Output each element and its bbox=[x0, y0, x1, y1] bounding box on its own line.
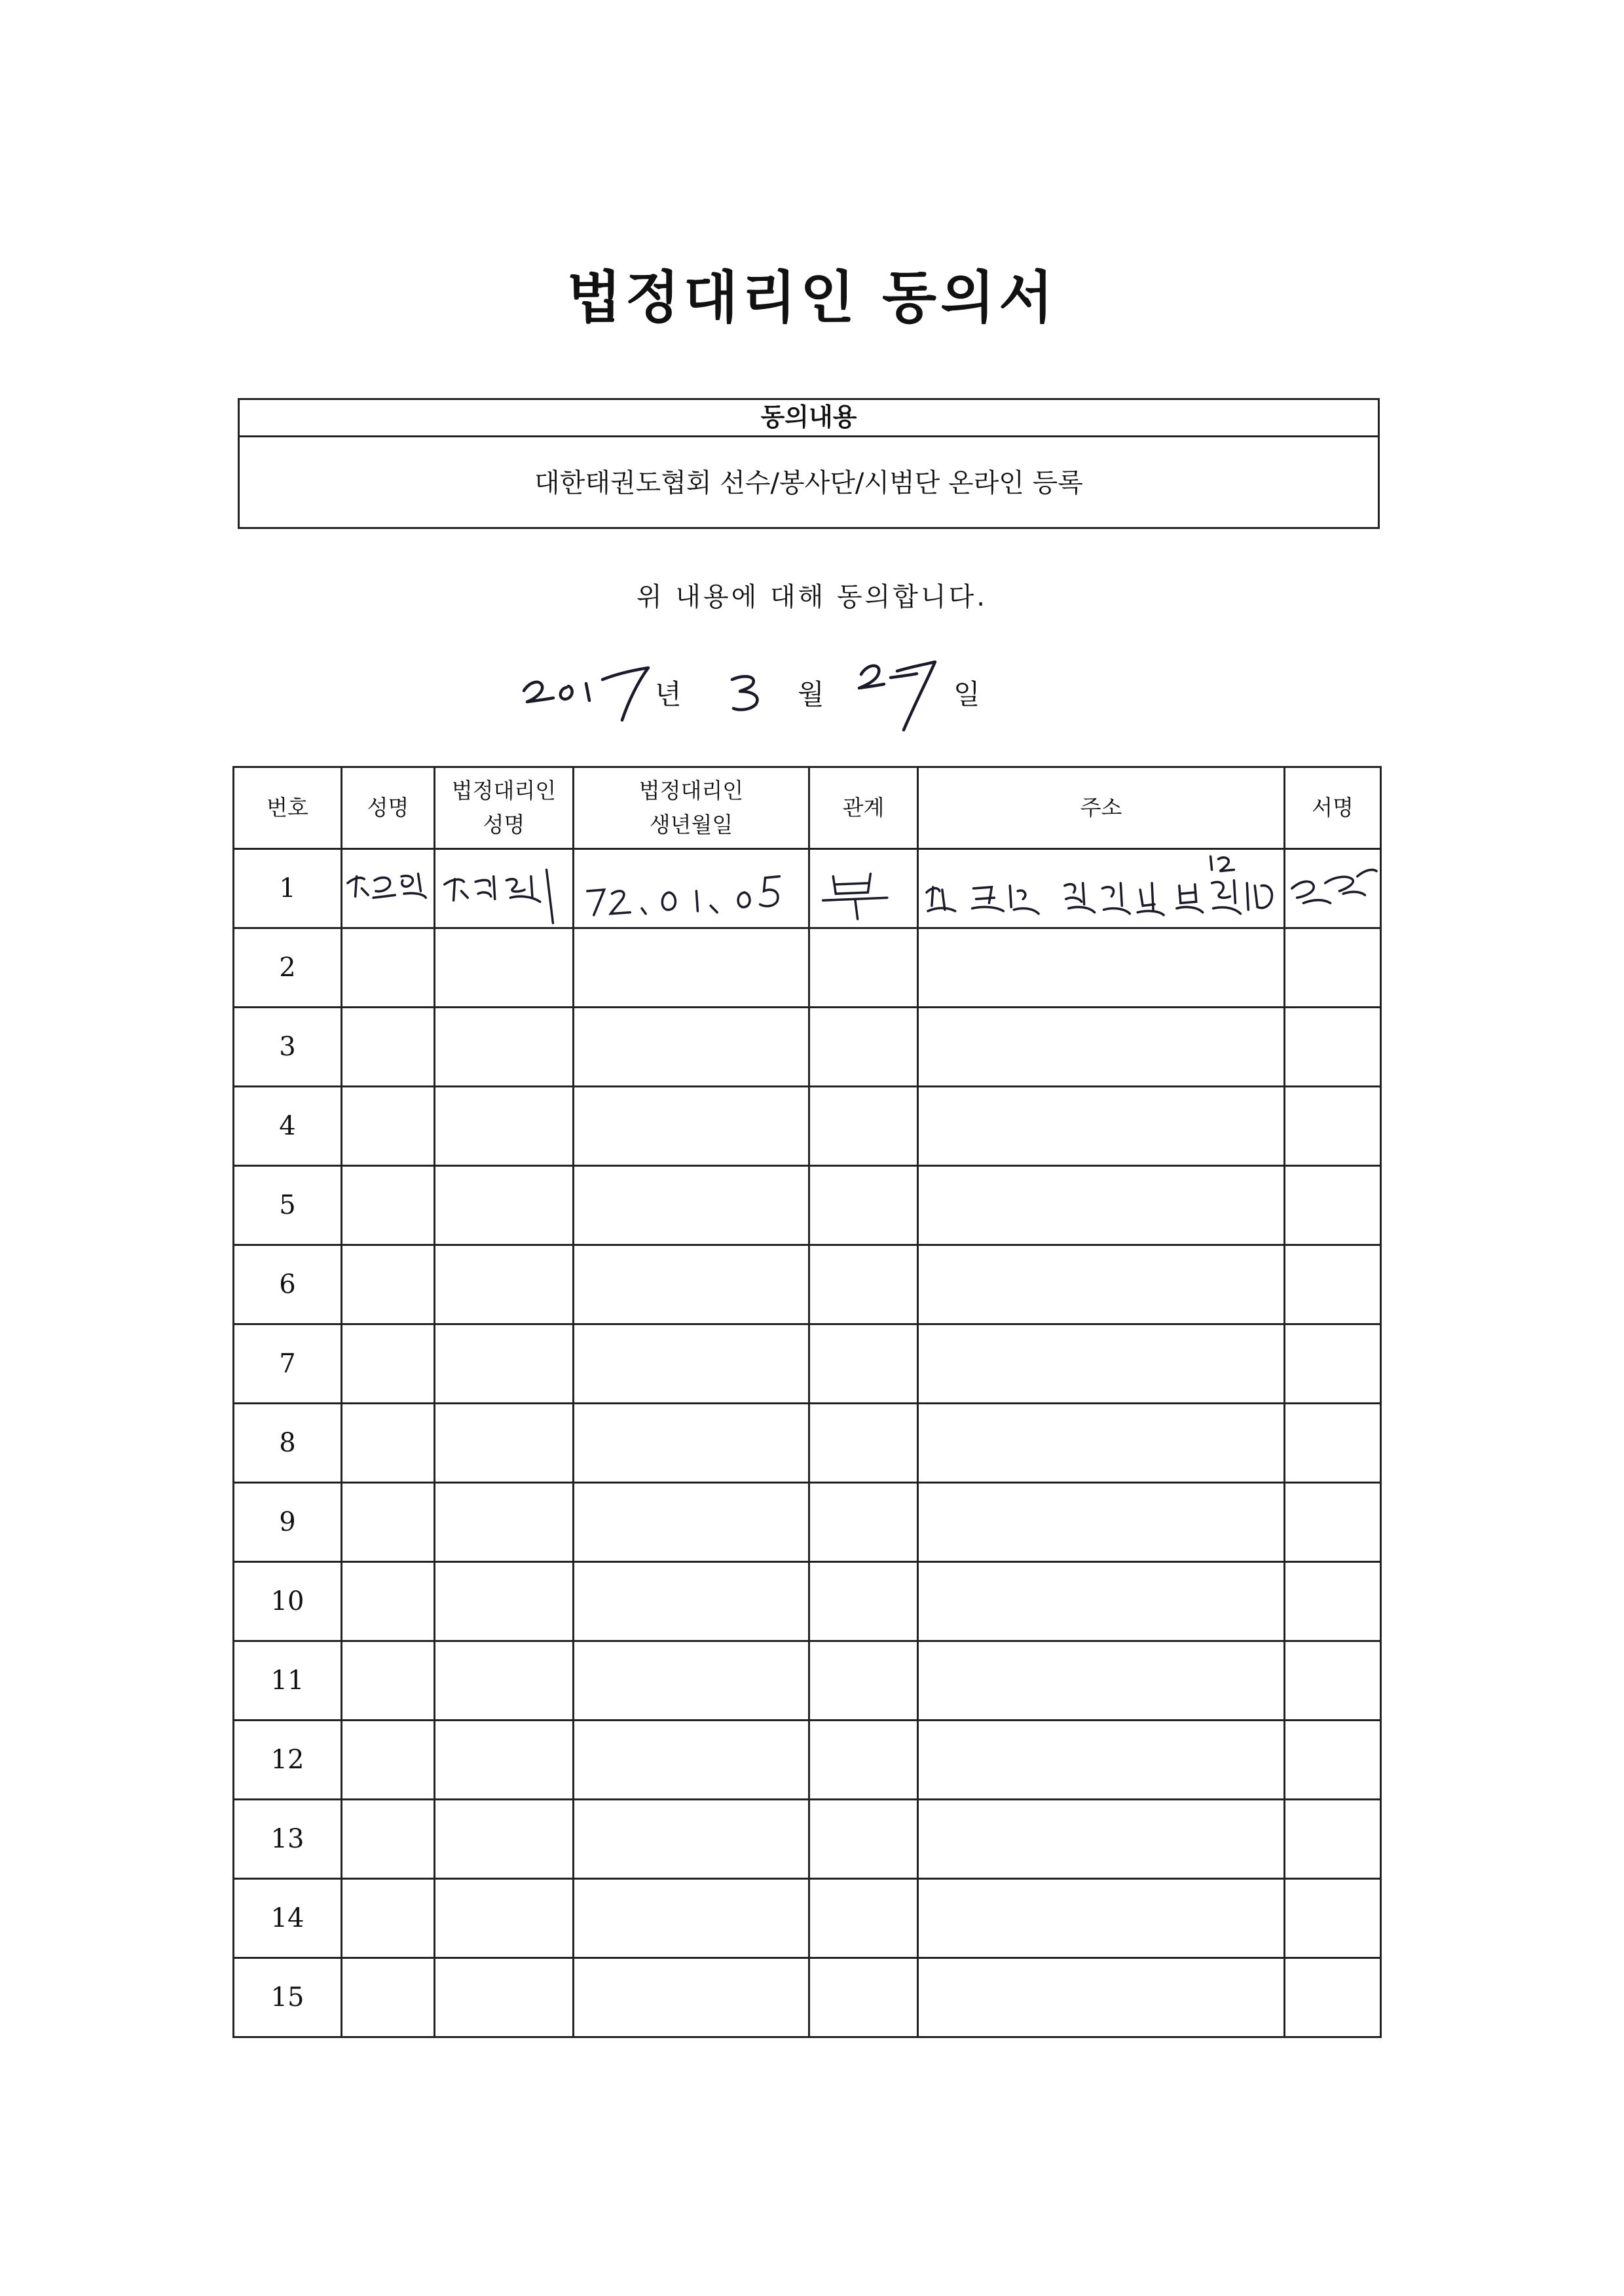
table-row bbox=[234, 1008, 1381, 1087]
cell-relation bbox=[809, 1641, 918, 1721]
cell-birthdate bbox=[574, 1562, 809, 1641]
cell-guardian-name bbox=[435, 1483, 574, 1562]
cell-birthdate bbox=[574, 1641, 809, 1721]
cell-birthdate bbox=[574, 1879, 809, 1958]
cell-birthdate bbox=[574, 1958, 809, 2037]
table-row bbox=[234, 1641, 1381, 1721]
header-guardian-name: 법정대리인 성명 bbox=[435, 767, 574, 849]
table-row bbox=[234, 1404, 1381, 1483]
date-row bbox=[0, 661, 1624, 720]
cell-relation bbox=[809, 1404, 918, 1483]
cell-signature bbox=[1285, 1404, 1381, 1483]
cell-guardian-name bbox=[435, 1404, 574, 1483]
table-row bbox=[234, 1166, 1381, 1245]
cell-number: 6 bbox=[234, 1245, 342, 1324]
cell-address bbox=[918, 1404, 1285, 1483]
cell-signature bbox=[1285, 1324, 1381, 1404]
cell-signature bbox=[1285, 1483, 1381, 1562]
cell-address bbox=[918, 1245, 1285, 1324]
table-row bbox=[234, 1483, 1381, 1562]
cell-guardian-name bbox=[435, 1958, 574, 2037]
cell-birthdate bbox=[574, 928, 809, 1008]
header-number: 번호 bbox=[234, 767, 342, 849]
cell-birthdate bbox=[574, 1245, 809, 1324]
cell-signature-handwritten bbox=[1285, 849, 1381, 928]
cell-number: 9 bbox=[234, 1483, 342, 1562]
cell-name-handwritten bbox=[342, 849, 435, 928]
cell-name bbox=[342, 1562, 435, 1641]
cell-guardian-name bbox=[435, 1562, 574, 1641]
cell-number: 1 bbox=[234, 849, 342, 928]
cell-name bbox=[342, 1008, 435, 1087]
cell-name bbox=[342, 1166, 435, 1245]
header-name: 성명 bbox=[342, 767, 435, 849]
cell-address bbox=[918, 1879, 1285, 1958]
cell-number: 11 bbox=[234, 1641, 342, 1721]
cell-birthdate bbox=[574, 1800, 809, 1879]
handwritten-guardian-name bbox=[435, 850, 572, 927]
handwritten-birthdate bbox=[574, 850, 808, 927]
cell-relation bbox=[809, 1800, 918, 1879]
handwritten-day bbox=[851, 645, 943, 737]
table-row bbox=[234, 1324, 1381, 1404]
cell-relation bbox=[809, 1008, 918, 1087]
header-relation: 관계 bbox=[809, 767, 918, 849]
cell-relation bbox=[809, 1166, 918, 1245]
document-title: 법정대리인 동의서 bbox=[566, 265, 1058, 331]
cell-name bbox=[342, 1958, 435, 2037]
cell-address bbox=[918, 1324, 1285, 1404]
cell-birthdate bbox=[574, 1483, 809, 1562]
handwritten-month bbox=[727, 668, 773, 720]
cell-guardian-name bbox=[435, 1166, 574, 1245]
header-guardian-birthdate: 법정대리인 생년월일 bbox=[574, 767, 809, 849]
table-row bbox=[234, 1721, 1381, 1800]
cell-relation bbox=[809, 928, 918, 1008]
month-label: 월 bbox=[798, 678, 824, 710]
cell-signature bbox=[1285, 1721, 1381, 1800]
cell-guardian-name-handwritten bbox=[435, 849, 574, 928]
cell-name bbox=[342, 1641, 435, 1721]
cell-relation bbox=[809, 1483, 918, 1562]
cell-guardian-name bbox=[435, 928, 574, 1008]
day-label: 일 bbox=[953, 678, 980, 710]
cell-relation bbox=[809, 1087, 918, 1166]
cell-relation bbox=[809, 1721, 918, 1800]
cell-address bbox=[918, 1958, 1285, 2037]
cell-address bbox=[918, 928, 1285, 1008]
cell-address bbox=[918, 1087, 1285, 1166]
handwritten-name bbox=[342, 850, 434, 927]
table-row bbox=[234, 1958, 1381, 2037]
handwritten-address bbox=[919, 850, 1283, 927]
table-header-row bbox=[234, 767, 1381, 849]
cell-relation bbox=[809, 1879, 918, 1958]
cell-birthdate bbox=[574, 1721, 809, 1800]
cell-address bbox=[918, 1483, 1285, 1562]
cell-name bbox=[342, 1483, 435, 1562]
cell-number: 15 bbox=[234, 1958, 342, 2037]
table-row bbox=[234, 849, 1381, 928]
cell-address bbox=[918, 1008, 1285, 1087]
table-row bbox=[234, 928, 1381, 1008]
cell-birthdate bbox=[574, 1324, 809, 1404]
cell-address bbox=[918, 1721, 1285, 1800]
cell-name bbox=[342, 1245, 435, 1324]
cell-guardian-name bbox=[435, 1087, 574, 1166]
cell-signature bbox=[1285, 1087, 1381, 1166]
cell-signature bbox=[1285, 1800, 1381, 1879]
cell-birthdate bbox=[574, 1008, 809, 1087]
cell-number: 3 bbox=[234, 1008, 342, 1087]
cell-signature bbox=[1285, 1958, 1381, 2037]
guardian-table bbox=[232, 766, 1382, 2038]
cell-name bbox=[342, 1879, 435, 1958]
table-row bbox=[234, 1562, 1381, 1641]
cell-address bbox=[918, 1166, 1285, 1245]
header-address: 주소 bbox=[918, 767, 1285, 849]
cell-name bbox=[342, 1721, 435, 1800]
cell-address bbox=[918, 1562, 1285, 1641]
cell-number: 5 bbox=[234, 1166, 342, 1245]
header-signature: 서명 bbox=[1285, 767, 1381, 849]
cell-birthdate bbox=[574, 1404, 809, 1483]
cell-signature bbox=[1285, 1008, 1381, 1087]
cell-guardian-name bbox=[435, 1879, 574, 1958]
cell-name bbox=[342, 928, 435, 1008]
cell-number: 7 bbox=[234, 1324, 342, 1404]
cell-birthdate-handwritten bbox=[574, 849, 809, 928]
cell-relation bbox=[809, 1324, 918, 1404]
consent-box bbox=[238, 398, 1380, 529]
handwritten-signature bbox=[1285, 850, 1380, 927]
cell-guardian-name bbox=[435, 1245, 574, 1324]
consent-content: 대한태권도협회 선수/봉사단/시범단 온라인 등록 bbox=[534, 468, 1083, 498]
year-label: 년 bbox=[655, 678, 682, 710]
cell-name bbox=[342, 1404, 435, 1483]
cell-signature bbox=[1285, 1879, 1381, 1958]
cell-number: 10 bbox=[234, 1562, 342, 1641]
cell-number: 12 bbox=[234, 1721, 342, 1800]
table-row bbox=[234, 1087, 1381, 1166]
cell-signature bbox=[1285, 1641, 1381, 1721]
agreement-text: 위 내용에 대해 동의합니다. bbox=[637, 582, 987, 612]
handwritten-year bbox=[517, 655, 661, 727]
handwritten-relation bbox=[810, 850, 917, 927]
cell-signature bbox=[1285, 1166, 1381, 1245]
cell-name bbox=[342, 1087, 435, 1166]
cell-guardian-name bbox=[435, 1641, 574, 1721]
cell-number: 4 bbox=[234, 1087, 342, 1166]
cell-relation bbox=[809, 1958, 918, 2037]
cell-address-handwritten bbox=[918, 849, 1285, 928]
cell-birthdate bbox=[574, 1087, 809, 1166]
cell-name bbox=[342, 1324, 435, 1404]
consent-header: 동의내용 bbox=[240, 400, 1378, 437]
cell-number: 14 bbox=[234, 1879, 342, 1958]
cell-guardian-name bbox=[435, 1721, 574, 1800]
cell-address bbox=[918, 1641, 1285, 1721]
cell-guardian-name bbox=[435, 1800, 574, 1879]
cell-signature bbox=[1285, 1562, 1381, 1641]
cell-guardian-name bbox=[435, 1008, 574, 1087]
cell-guardian-name bbox=[435, 1324, 574, 1404]
cell-relation-handwritten bbox=[809, 849, 918, 928]
cell-relation bbox=[809, 1245, 918, 1324]
cell-birthdate bbox=[574, 1166, 809, 1245]
cell-number: 8 bbox=[234, 1404, 342, 1483]
table-row bbox=[234, 1879, 1381, 1958]
cell-relation bbox=[809, 1562, 918, 1641]
table-row bbox=[234, 1800, 1381, 1879]
cell-signature bbox=[1285, 1245, 1381, 1324]
cell-number: 13 bbox=[234, 1800, 342, 1879]
table-row bbox=[234, 1245, 1381, 1324]
cell-number: 2 bbox=[234, 928, 342, 1008]
cell-name bbox=[342, 1800, 435, 1879]
cell-signature bbox=[1285, 928, 1381, 1008]
cell-address bbox=[918, 1800, 1285, 1879]
